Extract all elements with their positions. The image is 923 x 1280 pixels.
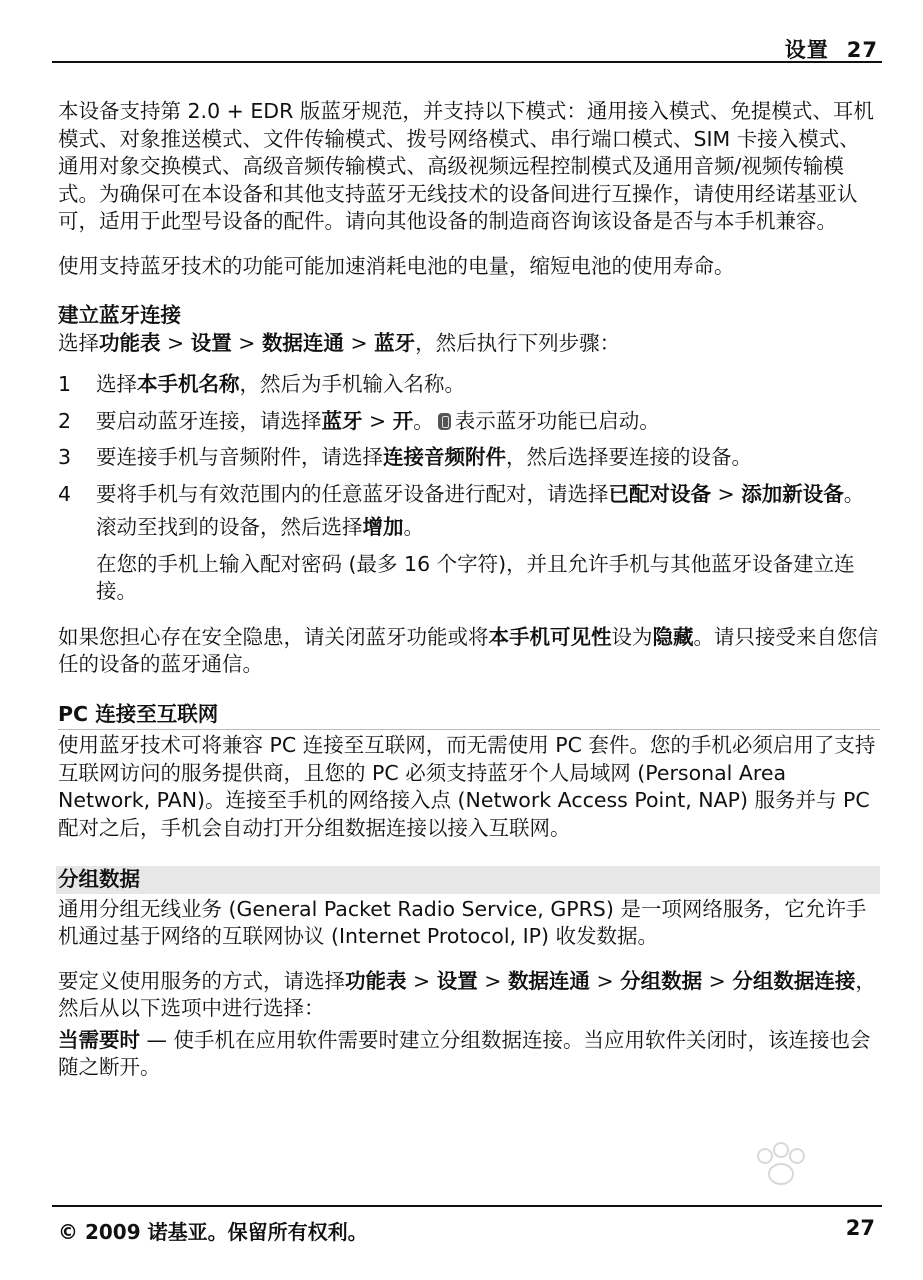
list-item: 1 选择本手机名称，然后为手机输入名称。 bbox=[58, 372, 465, 396]
battery-note: 使用支持蓝牙技术的功能可能加速消耗电池的电量，缩短电池的使用寿命。 bbox=[58, 253, 735, 278]
intro-paragraph: 本设备支持第 2.0 + EDR 版蓝牙规范，并支持以下模式：通用接入模式、免提模式、耳机模式、对象推送模式、文件传输模式、拨号网络模式、串行端口模式、SIM 卡接入模式、通用对象交换模式、高级音频传输模式、高级视频远程控制模式及通用音频/视频传输模式。为确保可在本设备和其他支持蓝牙无线技术的设备间进行互操作，请使用经诺基亚认可，适用于此型号设备的配件。请向其他设备的制造商咨询该设备是否与本手机兼容。 bbox=[58, 99, 874, 233]
packet-data-body: 通用分组无线业务 (General Packet Radio Service, GPRS) 是一项网络服务，它允许手机通过基于网络的互联网协议 (Internet Protocol, IP) 收发数据。 bbox=[58, 896, 867, 948]
bt-menu-path: 选择功能表 > 设置 > 数据连通 > 蓝牙，然后执行下列步骤： bbox=[58, 330, 621, 355]
footer-copyright: © 2009 诺基亚。保留所有权利。 bbox=[58, 1220, 368, 1244]
pc-internet-body: 使用蓝牙技术可将兼容 PC 连接至互联网，而无需使用 PC 套件。您的手机必须启用了支持互联网访问的服务提供商，且您的 PC 必须支持蓝牙个人局域网 (Personal Area Network, PAN)。连接至手机的网络接入点 (Network Access Point, NAP) 服务并与 PC 配对之后，手机会自动打开分组数据连接以接入互联网。 bbox=[58, 733, 876, 840]
list-item: 4 要将手机与有效范围内的任意蓝牙设备进行配对，请选择已配对设备 > 添加新设备。 bbox=[58, 481, 865, 506]
security-note: 如果您担心存在安全隐患，请关闭蓝牙功能或将本手机可见性设为隐藏。请只接受来自您信任的设备的蓝牙通信。 bbox=[58, 624, 878, 676]
header-rule bbox=[52, 61, 882, 63]
option-term: 当需要时 bbox=[58, 1027, 140, 1052]
page-content bbox=[58, 98, 880, 1099]
baidu-watermark bbox=[645, 1138, 875, 1243]
bt-steps-list bbox=[58, 371, 880, 508]
footer-rule bbox=[52, 1205, 882, 1207]
bluetooth-icon bbox=[438, 413, 451, 430]
bt-connection-heading: 建立蓝牙连接 bbox=[58, 303, 181, 327]
step-4-substep-2: 在您的手机上输入配对密码 (最多 16 个字符)，并且允许手机与其他蓝牙设备建立连接。 bbox=[96, 551, 855, 603]
menu-item-menu: 功能表 bbox=[99, 330, 161, 355]
menu-item-bluetooth: 蓝牙 bbox=[374, 330, 416, 355]
packet-data-heading: 分组数据 bbox=[56, 866, 880, 894]
menu-item-connectivity: 数据连通 bbox=[261, 330, 344, 355]
packet-data-menu-path: 要定义使用服务的方式，请选择功能表 > 设置 > 数据连通 > 分组数据 > 分组数据连接，然后从以下选项中进行选择： bbox=[58, 968, 876, 1020]
option-when-needed: 当需要时 — 使手机在应用软件需要时建立分组数据连接。当应用软件关闭时，该连接也会随之断开。 bbox=[58, 1027, 871, 1079]
list-item: 3 要连接手机与音频附件，请选择连接音频附件，然后选择要连接的设备。 bbox=[58, 445, 752, 469]
header-section-title: 设置 bbox=[784, 38, 829, 62]
header-page-number: 27 bbox=[846, 38, 878, 62]
step-4-substep-1: 滚动至找到的设备，然后选择增加。 bbox=[96, 515, 424, 539]
footer-page-number: 27 bbox=[845, 1216, 875, 1240]
page-header bbox=[767, 34, 878, 64]
pc-internet-heading: PC 连接至互联网 bbox=[58, 701, 880, 731]
menu-item-settings: 设置 bbox=[190, 330, 232, 355]
list-item: 2 要启动蓝牙连接，请选择蓝牙 > 开。 表示蓝牙功能已启动。 bbox=[58, 408, 660, 433]
